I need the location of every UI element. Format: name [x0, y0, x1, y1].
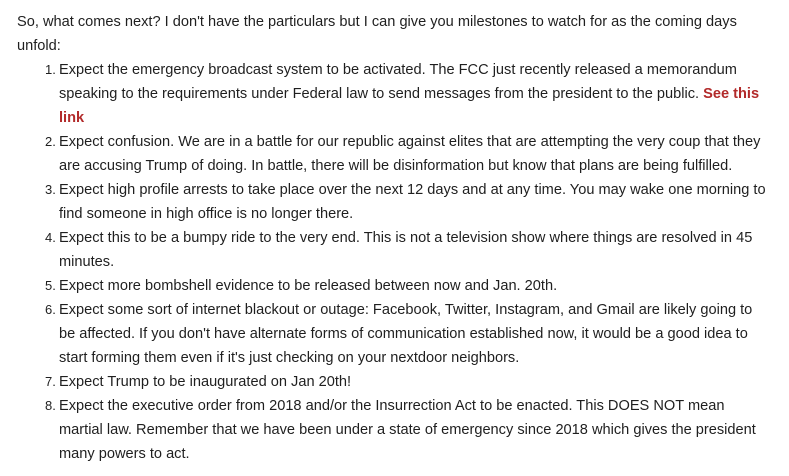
list-item [45, 178, 772, 226]
list-item-number: 3. [45, 182, 56, 197]
list-item-number: 8. [45, 398, 56, 413]
list-item-text: Expect confusion. We are in a battle for our republic against elites that are attempting the very coup that they are accusing Trump of doing. In battle, there will be disinformation but know that plans are being fulfilled. [59, 134, 761, 174]
list-item [45, 226, 772, 274]
list-item [45, 370, 772, 394]
list-item [45, 274, 772, 298]
list-item [45, 58, 772, 130]
list-item-text: Expect high profile arrests to take place over the next 12 days and at any time. You may wake one morning to find someone in high office is no longer there. [59, 182, 766, 222]
list-item-text: Expect the emergency broadcast system to be activated. The FCC just recently released a memorandum speaking to the requirements under Federal law to send messages from the president to the public. [59, 62, 737, 102]
list-item-number: 5. [45, 278, 56, 293]
list-item-text: Expect the executive order from 2018 and/or the Insurrection Act to be enacted. This DOES NOT mean martial law. Remember that we have been under a state of emergency since 2018 which gives the president many powers to act. [59, 398, 756, 462]
article-body [17, 10, 772, 466]
list-item-number: 4. [45, 230, 56, 245]
list-item-text: Expect some sort of internet blackout or outage: Facebook, Twitter, Instagram, and Gmail are likely going to be affected. If you don't have alternate forms of communication established now, it would be a good idea to start forming them even if it's just checking on your nextdoor neighbors. [59, 302, 753, 366]
milestones-list [17, 58, 772, 466]
intro-paragraph: So, what comes next? I don't have the particulars but I can give you milestones to watch for as the coming days unfold: [17, 14, 737, 54]
list-item [45, 394, 772, 466]
list-item-text: Expect this to be a bumpy ride to the very end. This is not a television show where things are resolved in 45 minutes. [59, 230, 753, 270]
list-item [45, 298, 772, 370]
list-item [45, 130, 772, 178]
list-item-text: Expect Trump to be inaugurated on Jan 20th! [59, 374, 352, 390]
list-item-number: 6. [45, 302, 56, 317]
see-this-link[interactable]: See this link [59, 86, 760, 126]
list-item-number: 7. [45, 374, 56, 389]
list-item-number: 2. [45, 134, 56, 149]
list-item-number: 1. [45, 62, 56, 77]
list-item-text: Expect more bombshell evidence to be released between now and Jan. 20th. [59, 278, 558, 294]
